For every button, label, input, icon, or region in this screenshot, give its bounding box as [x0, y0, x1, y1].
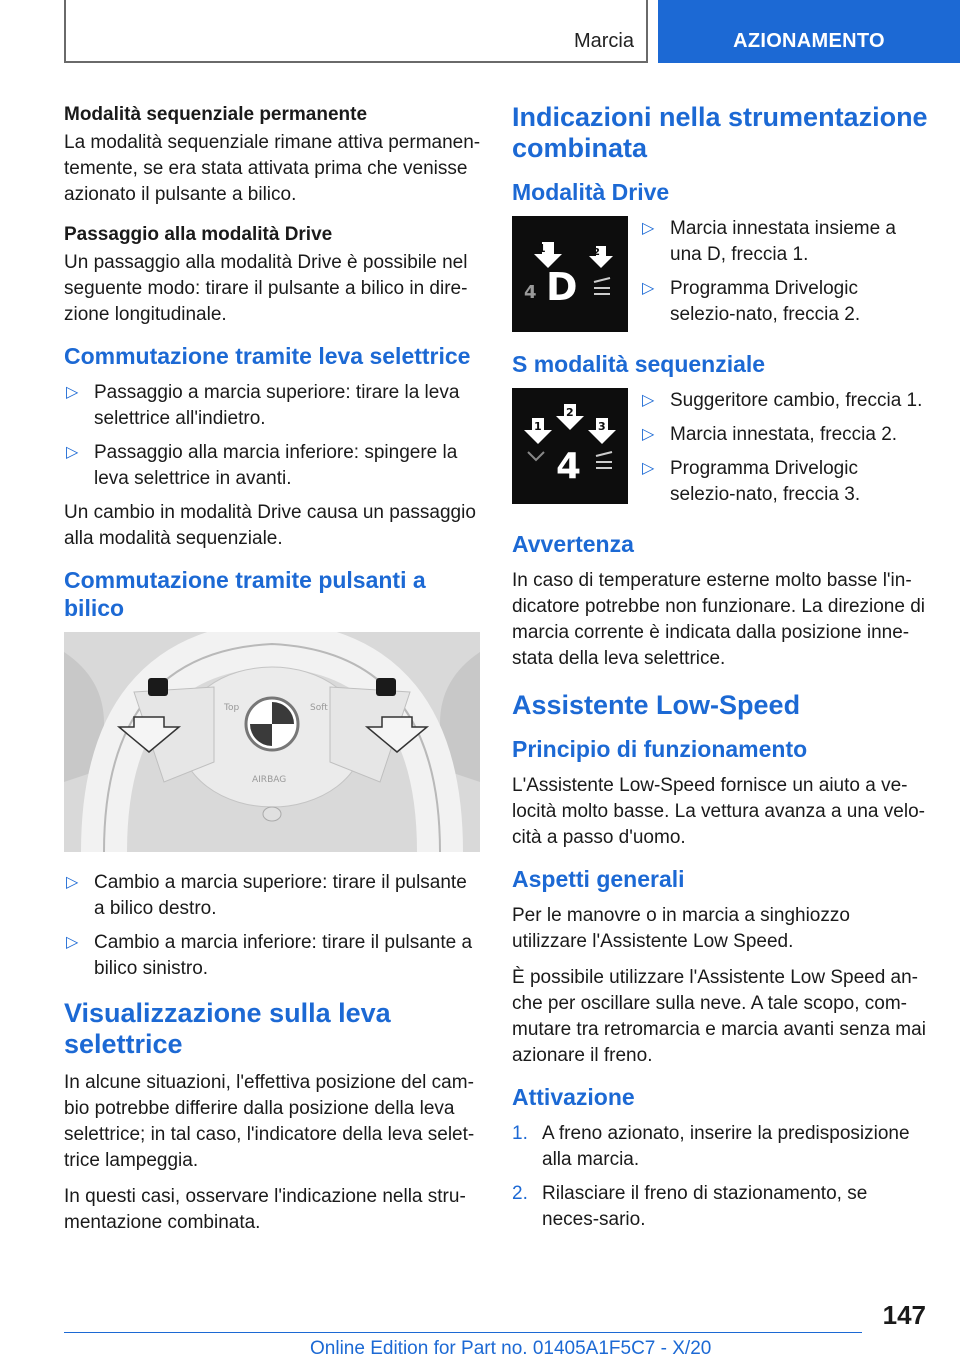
lever-heading: Commutazione tramite leva selettrice	[64, 343, 471, 369]
wheel-top-label: Top	[224, 703, 240, 713]
header-section-title: Marcia	[573, 30, 634, 52]
display-heading: Visualizzazione sulla leva selettrice	[64, 998, 391, 1059]
display-text-2: In questi casi, osservare l'indicazione nella stru-mentazione combinata.	[64, 1186, 466, 1233]
right-paddle[interactable]	[376, 678, 396, 696]
lever-list	[64, 380, 482, 492]
lever-text: Un cambio in modalità Drive causa un passaggio alla modalità sequenziale.	[64, 502, 476, 549]
svg-text:2: 2	[593, 247, 600, 258]
svg-text:1: 1	[538, 242, 546, 255]
list-item: ▷ Passaggio alla marcia inferiore: spingere la leva selettrice in avanti.	[66, 442, 458, 489]
footer-divider	[64, 1332, 862, 1333]
wheel-soft-label: Soft	[310, 703, 328, 713]
right-column	[512, 102, 928, 1241]
list-item: ▷ Marcia innestata, freccia 2.	[640, 422, 928, 448]
wheel-airbag-label: AIRBAG	[252, 775, 287, 785]
activation-heading: Attivazione	[512, 1084, 635, 1110]
triangle-bullet-icon: ▷	[66, 444, 79, 461]
drive-mode-row	[512, 216, 928, 336]
svg-text:4: 4	[524, 282, 537, 303]
drive-mode-display-icon	[512, 216, 628, 332]
steering-wheel-illustration	[64, 632, 480, 852]
triangle-bullet-icon: ▷	[642, 460, 655, 477]
list-item: ▷ Suggeritore cambio, freccia 1.	[640, 388, 928, 414]
paddle-list	[64, 870, 482, 982]
triangle-bullet-icon: ▷	[66, 874, 79, 891]
drive-switch-text: Un passaggio alla modalità Drive è possibile nel seguente modo: tirare il pulsante a bilico in dire-zione longitudinale.	[64, 252, 468, 325]
list-item: 1. A freno azionato, inserire la predisposizione alla marcia.	[512, 1123, 910, 1170]
general-text-1: Per le manovre o in marcia a singhiozzo utilizzare l'Assistente Low Speed.	[512, 905, 850, 952]
svg-text:1: 1	[534, 420, 542, 433]
permanent-sequential-title: Modalità sequenziale permanente	[64, 104, 368, 125]
left-paddle[interactable]	[148, 678, 168, 696]
left-column	[64, 102, 482, 1246]
low-speed-heading: Assistente Low-Speed	[512, 690, 801, 720]
triangle-bullet-icon: ▷	[642, 220, 655, 237]
principle-heading: Principio di funzionamento	[512, 736, 808, 762]
page-number: 147	[882, 1300, 926, 1330]
instrument-heading: Indicazioni nella strumentazione combinata	[512, 102, 928, 163]
triangle-bullet-icon: ▷	[642, 426, 655, 443]
svg-text:D: D	[546, 265, 578, 309]
warning-heading: Avvertenza	[512, 531, 634, 557]
general-heading: Aspetti generali	[512, 866, 685, 892]
paddle-heading: Commutazione tramite pulsanti a bilico	[64, 567, 426, 621]
header-chapter-tab[interactable]: AZIONAMENTO	[658, 0, 960, 63]
sequential-mode-heading: S modalità sequenziale	[512, 351, 766, 377]
drive-mode-heading: Modalità Drive	[512, 179, 670, 205]
list-item: ▷ Cambio a marcia superiore: tirare il pulsante a bilico destro.	[66, 872, 467, 919]
svg-text:4: 4	[556, 446, 582, 487]
svg-text:3: 3	[598, 420, 606, 433]
general-text-2: È possibile utilizzare l'Assistente Low Speed an-che per oscillare sulla neve. A tale scopo, com-mutare tra retromarcia e marcia avanti senza mai azionare il freno.	[512, 967, 926, 1066]
triangle-bullet-icon: ▷	[642, 280, 655, 297]
display-text-1: In alcune situazioni, l'effettiva posizione del cam-bio potrebbe differire dalla posizione della leva selettrice; in tal caso, l'indicatore della leva selet-trice lampeggia.	[64, 1072, 475, 1171]
drive-mode-list	[640, 216, 928, 336]
list-item: ▷ Cambio a marcia inferiore: tirare il pulsante a bilico sinistro.	[66, 932, 473, 979]
drive-switch-title: Passaggio alla modalità Drive	[64, 224, 333, 245]
sequential-mode-display-icon	[512, 388, 628, 504]
warning-text: In caso di temperature esterne molto basse l'in-dicatore potrebbe non funzionare. La direzione di marcia corrente è indicata dalla posizione inne-stata della leva selettrice.	[512, 570, 926, 669]
footer-edition-link[interactable]: Online Edition for Part no. 01405A1F5C7 - X/20	[310, 1338, 712, 1359]
svg-text:2: 2	[566, 406, 574, 419]
activation-steps	[512, 1121, 928, 1233]
list-item: ▷ Marcia innestata insieme a una D, freccia 1.	[642, 218, 896, 265]
principle-text: L'Assistente Low-Speed fornisce un aiuto a ve-locità molto basse. La vettura avanza a una velo-cità a passo d'uomo.	[512, 775, 925, 848]
list-item: ▷ Programma Drivelogic selezio-nato, freccia 2.	[642, 278, 861, 325]
list-item: 2. Rilasciare il freno di stazionamento, se neces-sario.	[512, 1183, 868, 1230]
permanent-sequential-text: La modalità sequenziale rimane attiva permanen-temente, se era stata attivata prima che venisse azionato il pulsante a bilico.	[64, 132, 481, 205]
sequential-mode-row	[512, 388, 928, 516]
list-item: ▷ Programma Drivelogic selezio-nato, freccia 3.	[642, 458, 861, 505]
triangle-bullet-icon: ▷	[66, 934, 79, 951]
triangle-bullet-icon: ▷	[66, 384, 79, 401]
triangle-bullet-icon: ▷	[642, 392, 655, 409]
sequential-mode-list	[640, 388, 928, 516]
list-item: ▷ Passaggio a marcia superiore: tirare la leva selettrice all'indietro.	[66, 382, 460, 429]
